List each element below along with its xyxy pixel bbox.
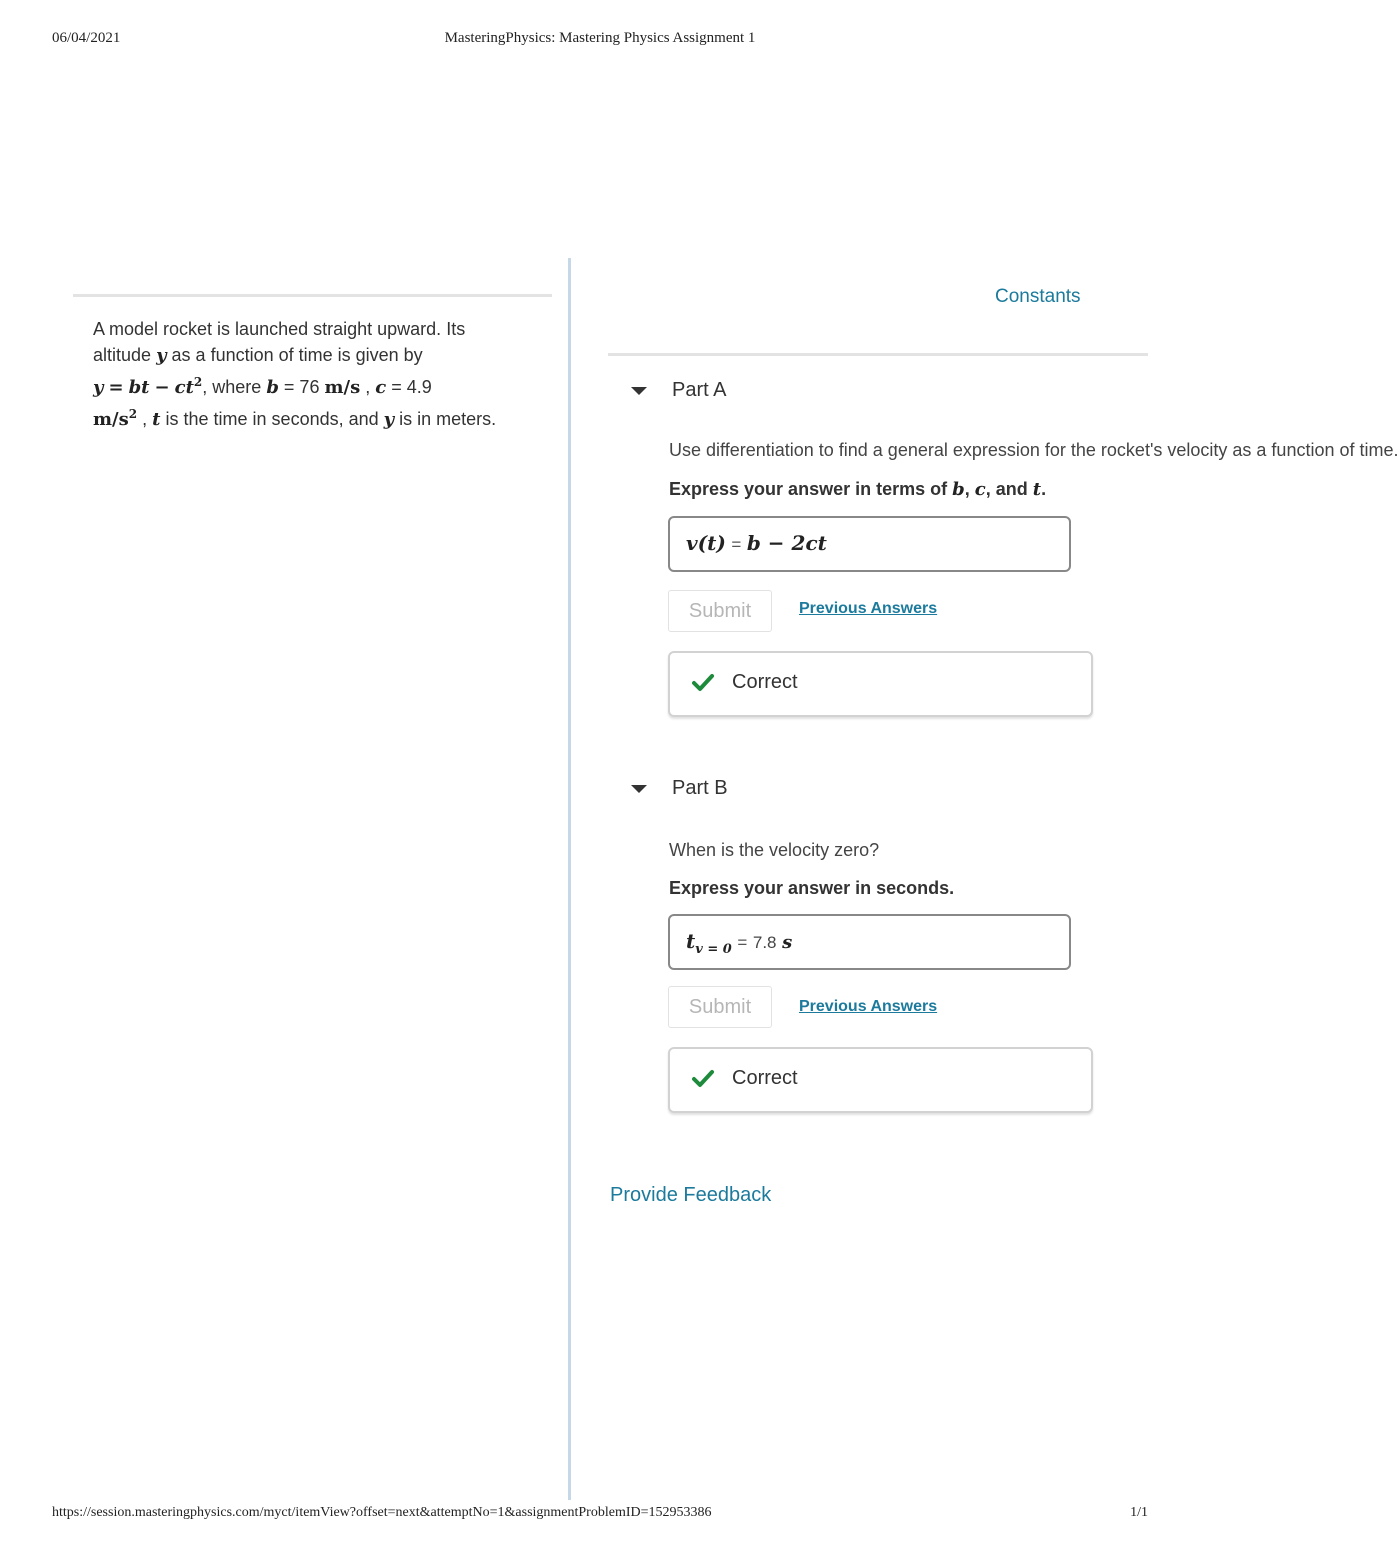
part-b-instruction: Express your answer in seconds. (669, 878, 955, 898)
answer-equals: = (737, 933, 748, 952)
checkmark-icon (692, 1069, 714, 1089)
provide-feedback-link[interactable]: Provide Feedback (610, 1184, 772, 1206)
answer-subscript: v = 0 (695, 942, 732, 957)
variable-b: b (266, 377, 279, 398)
equation-bt: bt (128, 377, 150, 398)
equation-ct: ct (174, 377, 194, 398)
equation-minus: − (154, 377, 170, 398)
t-description: is the time in seconds, and (165, 409, 379, 429)
right-pane-divider (608, 353, 1148, 356)
answer-lhs: t (686, 929, 696, 953)
part-b-answer-field[interactable] (668, 914, 1071, 970)
equation-lhs: y (93, 377, 104, 398)
separator: , and (985, 479, 1028, 499)
part-a-instruction (669, 479, 1046, 500)
c-unit-exponent: 2 (128, 407, 138, 421)
constants-link[interactable]: Constants (995, 286, 1081, 307)
print-title: MasteringPhysics: Mastering Physics Assignment 1 (444, 30, 756, 46)
problem-altitude-word: altitude (93, 345, 152, 365)
part-b-answer-content (686, 929, 792, 957)
part-b-feedback-box (668, 1047, 1093, 1113)
part-a-previous-answers-link[interactable]: Previous Answers (799, 600, 938, 617)
part-a-question: Use differentiation to find a general expression for the rocket's velocity as a function of time. (669, 440, 1399, 460)
answer-lhs: v(t) (686, 531, 726, 555)
part-a-result: Correct (732, 671, 798, 693)
variable-t: t (1032, 479, 1042, 500)
answer-unit: s (782, 932, 793, 953)
part-b-submit-button[interactable]: Submit (668, 986, 772, 1028)
answer-value: 7.8 (752, 933, 777, 952)
variable-b: b (952, 479, 965, 500)
caret-down-icon[interactable] (630, 783, 648, 795)
checkmark-icon (692, 673, 714, 693)
part-b-previous-answers-link[interactable]: Previous Answers (799, 998, 938, 1015)
pane-splitter[interactable] (568, 258, 571, 1500)
y-description: is in meters. (399, 409, 497, 429)
answer-value: b − 2ct (746, 531, 827, 555)
left-pane-divider (73, 294, 552, 297)
part-a-submit-button[interactable]: Submit (668, 590, 772, 632)
comma: , (142, 409, 148, 429)
equation-equals: = (108, 377, 124, 398)
part-a-feedback-box (668, 651, 1093, 717)
part-b-result: Correct (732, 1067, 798, 1089)
part-a-answer-field[interactable] (668, 516, 1071, 572)
equation-exponent: 2 (193, 375, 203, 389)
variable-t: t (152, 409, 161, 430)
print-url: https://session.masteringphysics.com/myct/itemView?offset=next&attemptNo=1&assignmentProblemID=152953386 (52, 1505, 712, 1520)
variable-y: y (383, 409, 395, 430)
comma: , (365, 377, 371, 397)
problem-where: , where (202, 377, 262, 397)
instruction-end: . (1041, 479, 1047, 499)
variable-y: y (156, 345, 167, 366)
separator: , (964, 479, 970, 499)
instruction-prefix: Express your answer in terms of (669, 479, 948, 499)
part-a-answer-content (686, 531, 827, 556)
b-unit: m/s (324, 377, 361, 398)
problem-line-1: A model rocket is launched straight upward. Its (93, 319, 466, 339)
variable-c: c (974, 479, 986, 500)
part-b-question: When is the velocity zero? (669, 840, 880, 860)
b-value: = 76 (283, 377, 320, 397)
part-a-title[interactable]: Part A (672, 379, 727, 401)
caret-down-icon[interactable] (630, 385, 648, 397)
print-page-number: 1/1 (1130, 1505, 1148, 1520)
problem-function-text: as a function of time is given by (171, 345, 423, 365)
problem-statement (93, 316, 543, 433)
answer-equals: = (731, 535, 742, 554)
print-date: 06/04/2021 (52, 30, 121, 46)
part-b-title[interactable]: Part B (672, 777, 728, 799)
c-unit: m/s (93, 409, 129, 430)
c-value: = 4.9 (391, 377, 432, 397)
variable-c: c (375, 377, 387, 398)
